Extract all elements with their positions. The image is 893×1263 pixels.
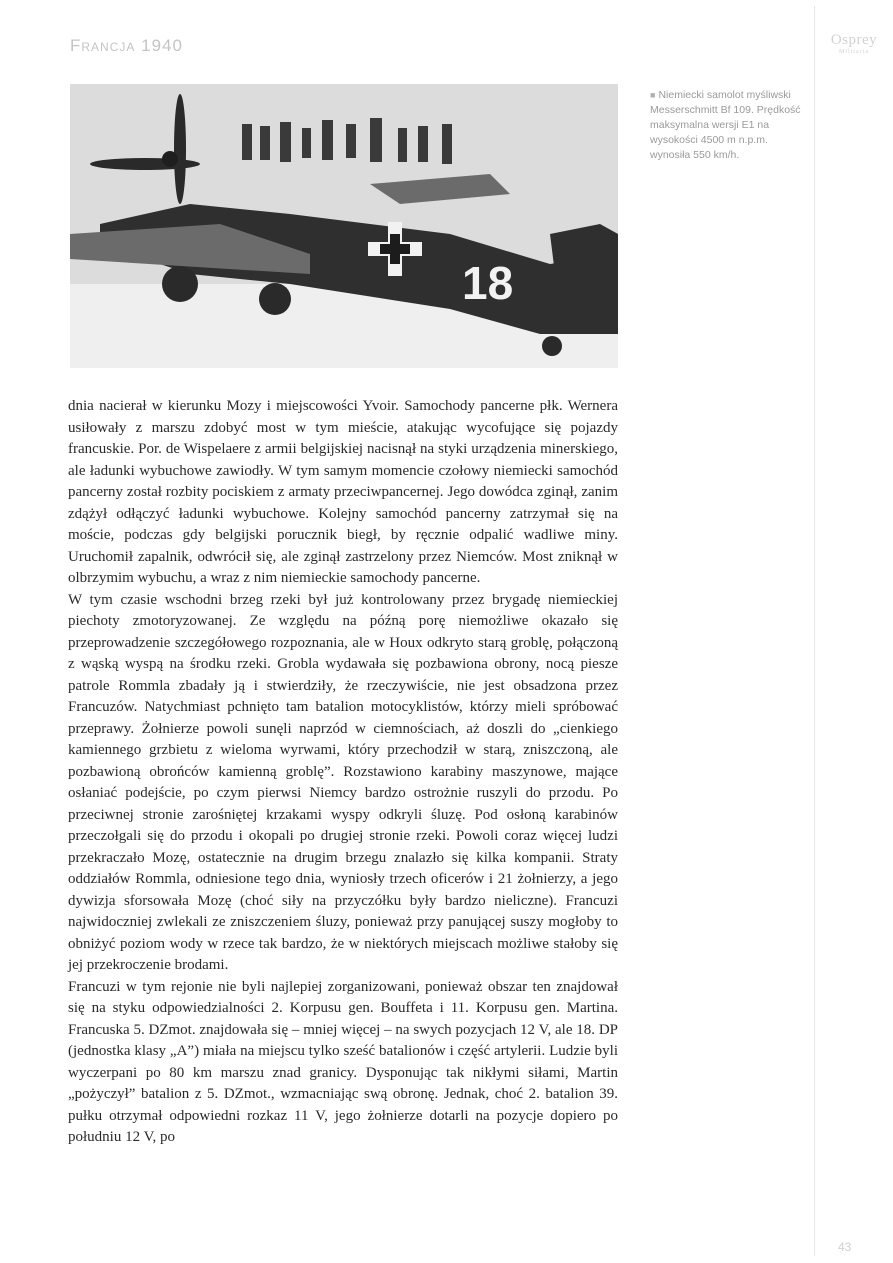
publisher-logo [824, 32, 884, 55]
running-header: Francja 1940 [70, 36, 183, 55]
aircraft-illustration [70, 84, 618, 368]
tail-wheel [542, 336, 562, 356]
aircraft-photo [70, 84, 618, 368]
sidebar-divider [814, 6, 815, 1256]
body-paragraph: Francuzi w tym rejonie nie byli najlepiej zorganizowani, ponieważ obszar ten znajdował się na styku odpowiedzialności 2. Korpusu gen. Bouffeta i 11. Korpusu gen. Martina. Francuska 5. DZmot. znajdowała się – mniej więcej – na swych pozycjach 12 V, ale 18. DP (jednostka klasy „A”) miała na miejscu tylko sześć batalionów i część artylerii. Ludzie byli wyczerpani po 80 km marszu znad granicy. Dysponując tak nikłymi siłami, Martin „pożyczył” batalion z 5. DZmot., wzmacniając swą obronę. Jednak, choć 2. batalion 39. pułku otrzymał odpowiedni rozkaz 11 V, jego żołnierze dotarli na pozycje dopiero po południu 12 V, po [68, 978, 618, 1145]
caption-text: Niemiecki samolot myśliwski Messerschmitt Bf 109. Prędkość maksymalna wersji E1 na wysokości 4500 m n.p.m. wynosiła 550 km/h. [650, 89, 801, 161]
propeller-blade [174, 94, 186, 204]
propeller-blade-horizontal [90, 158, 200, 170]
landing-gear-left [162, 266, 198, 302]
page-number: 43 [838, 1240, 852, 1254]
landing-gear-right [259, 283, 291, 315]
propeller-spinner [162, 151, 178, 167]
body-paragraph: dnia nacierał w kierunku Mozy i miejscowości Yvoir. Samochody pancerne płk. Wernera usiłowały z marszu zdobyć most w tym mieście, atakując wycofujące się pojazdy francuskie. Por. de Wispelaere z armii belgijskiej nacisnął na styki urządzenia minerskiego, ale ładunki wybuchowe zawiodły. W tym samym momencie czołowy niemiecki samochód pancerny został rozbity pociskiem z armaty przeciwpancernej. Jego dowódca zginął, zanim zdążył odłączyć ładunki wybuchowe. Kolejny samochód pancerny zatrzymał się na moście, podczas gdy belgijski porucznik biegł, by ręcznie odpalić wadliwe miny. Uruchomił zapalnik, odwrócił się, ale zginął zastrzelony przez Niemców. Most zniknął w olbrzymim wybuchu, a wraz z nim niemieckie samochody pancerne. [68, 398, 618, 586]
logo-subtitle: Militaria [839, 49, 869, 55]
body-paragraph: W tym czasie wschodni brzeg rzeki był już kontrolowany przez brygadę niemieckiej piechoty zmotoryzowanej. Ze względu na późną porę niemożliwe okazało się przeprowadzenie szczegółowego rozpoznania, ale w Houx odkryto starą groblę, połączoną z wąską wyspą na środku rzeki. Grobla wydawała się pozbawiona obrony, nocą piesze patrole Rommla zbadały ją i stwierdziły, że rzeczywiście, nie jest obsadzona przez Francuzów. Natychmiast pchnięto tam batalion motocyklistów, którzy mieli spróbować przeprawy. Żołnierze powoli sunęli naprzód w ciemnościach, aż doszli do „cienkiego kamiennego grzbietu z wieloma wyrwami, który przechodził w starą, zniszczoną, ale pozbawioną obrońców kamienną groblę”. Rozstawiono karabiny maszynowe, mające osłaniać podejście, po czym pierwsi Niemcy bardzo ostrożnie ruszyli do przodu. Po przeciwnej stronie zarośniętej krzakami wyspy odkryli śluzę. Pod osłoną karabinów przeczołgali się do przodu i okopali po drugiej stronie rzeki. Powoli coraz więcej ludzi przekraczało Mozę, ostatecznie na drugim brzegu znalazło się kilka kompanii. Straty oddziałów Rommla, odniesione tego dnia, wyniosły trzech oficerów i 21 żołnierzy, a jego dywizja sforsowała Mozę (choć siły na przyczółku były bardzo nieliczne). Francuzi najwidoczniej zwlekali ze zniszczeniem śluzy, ponieważ przy panującej suszy mogłoby to obniżyć poziom wody w rzece tak bardzo, że w niektórych miejscach możliwe stałoby się jej przekroczenie brodami. [68, 591, 618, 973]
photo-caption [650, 88, 810, 163]
article-body [68, 396, 618, 1149]
fuselage-code: 18 [462, 257, 514, 309]
logo-name: Osprey [830, 32, 878, 48]
caption-bullet-icon: ■ [650, 90, 656, 100]
